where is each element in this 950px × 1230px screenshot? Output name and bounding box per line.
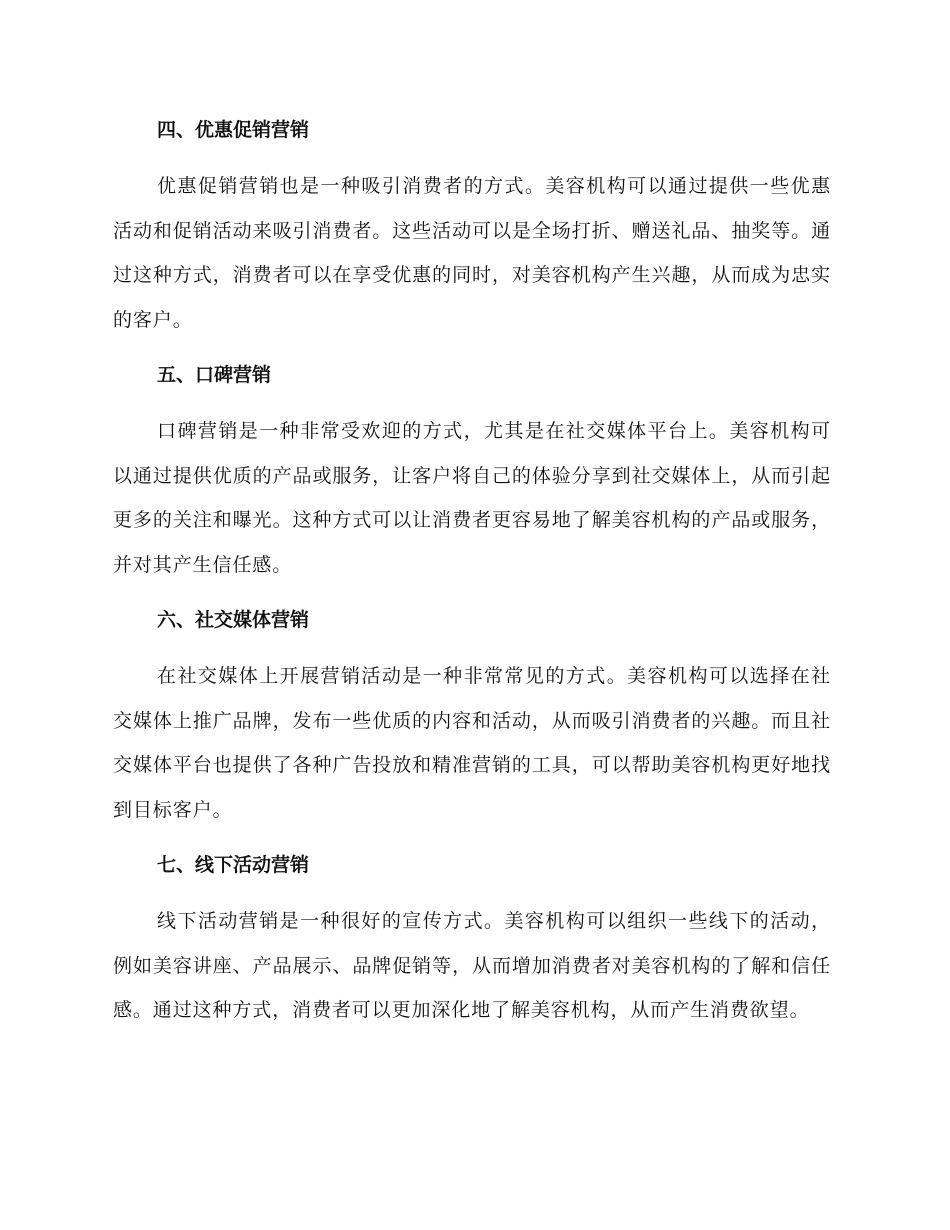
section-offline-event-marketing [113, 843, 831, 1033]
section-heading: 五、口碑营销 [157, 364, 272, 386]
section-heading: 四、优惠促销营销 [157, 119, 310, 141]
section-heading: 七、线下活动营销 [157, 854, 310, 876]
document-page [113, 108, 831, 1044]
section-paragraph: 优惠促销营销也是一种吸引消费者的方式。美容机构可以通过提供一些优惠活动和促销活动来吸引消费者。这些活动可以是全场打折、赠送礼品、抽奖等。通过这种方式，消费者可以在享受优惠的同时，对美容机构产生兴趣，从而成为忠实的客户。 [113, 175, 831, 331]
section-heading: 六、社交媒体营销 [157, 609, 310, 631]
section-paragraph: 口碑营销是一种非常受欢迎的方式，尤其是在社交媒体平台上。美容机构可以通过提供优质的产品或服务，让客户将自己的体验分享到社交媒体上，从而引起更多的关注和曝光。这种方式可以让消费者更容易地了解美容机构的产品或服务，并对其产生信任感。 [113, 420, 831, 576]
section-word-of-mouth-marketing [113, 353, 831, 587]
section-promotion-marketing [113, 108, 831, 342]
section-social-media-marketing [113, 598, 831, 832]
section-paragraph: 在社交媒体上开展营销活动是一种非常常见的方式。美容机构可以选择在社交媒体上推广品牌，发布一些优质的内容和活动，从而吸引消费者的兴趣。而且社交媒体平台也提供了各种广告投放和精准营销的工具，可以帮助美容机构更好地找到目标客户。 [113, 665, 831, 821]
section-paragraph: 线下活动营销是一种很好的宣传方式。美容机构可以组织一些线下的活动，例如美容讲座、产品展示、品牌促销等，从而增加消费者对美容机构的了解和信任感。通过这种方式，消费者可以更加深化地了解美容机构，从而产生消费欲望。 [113, 910, 831, 1021]
